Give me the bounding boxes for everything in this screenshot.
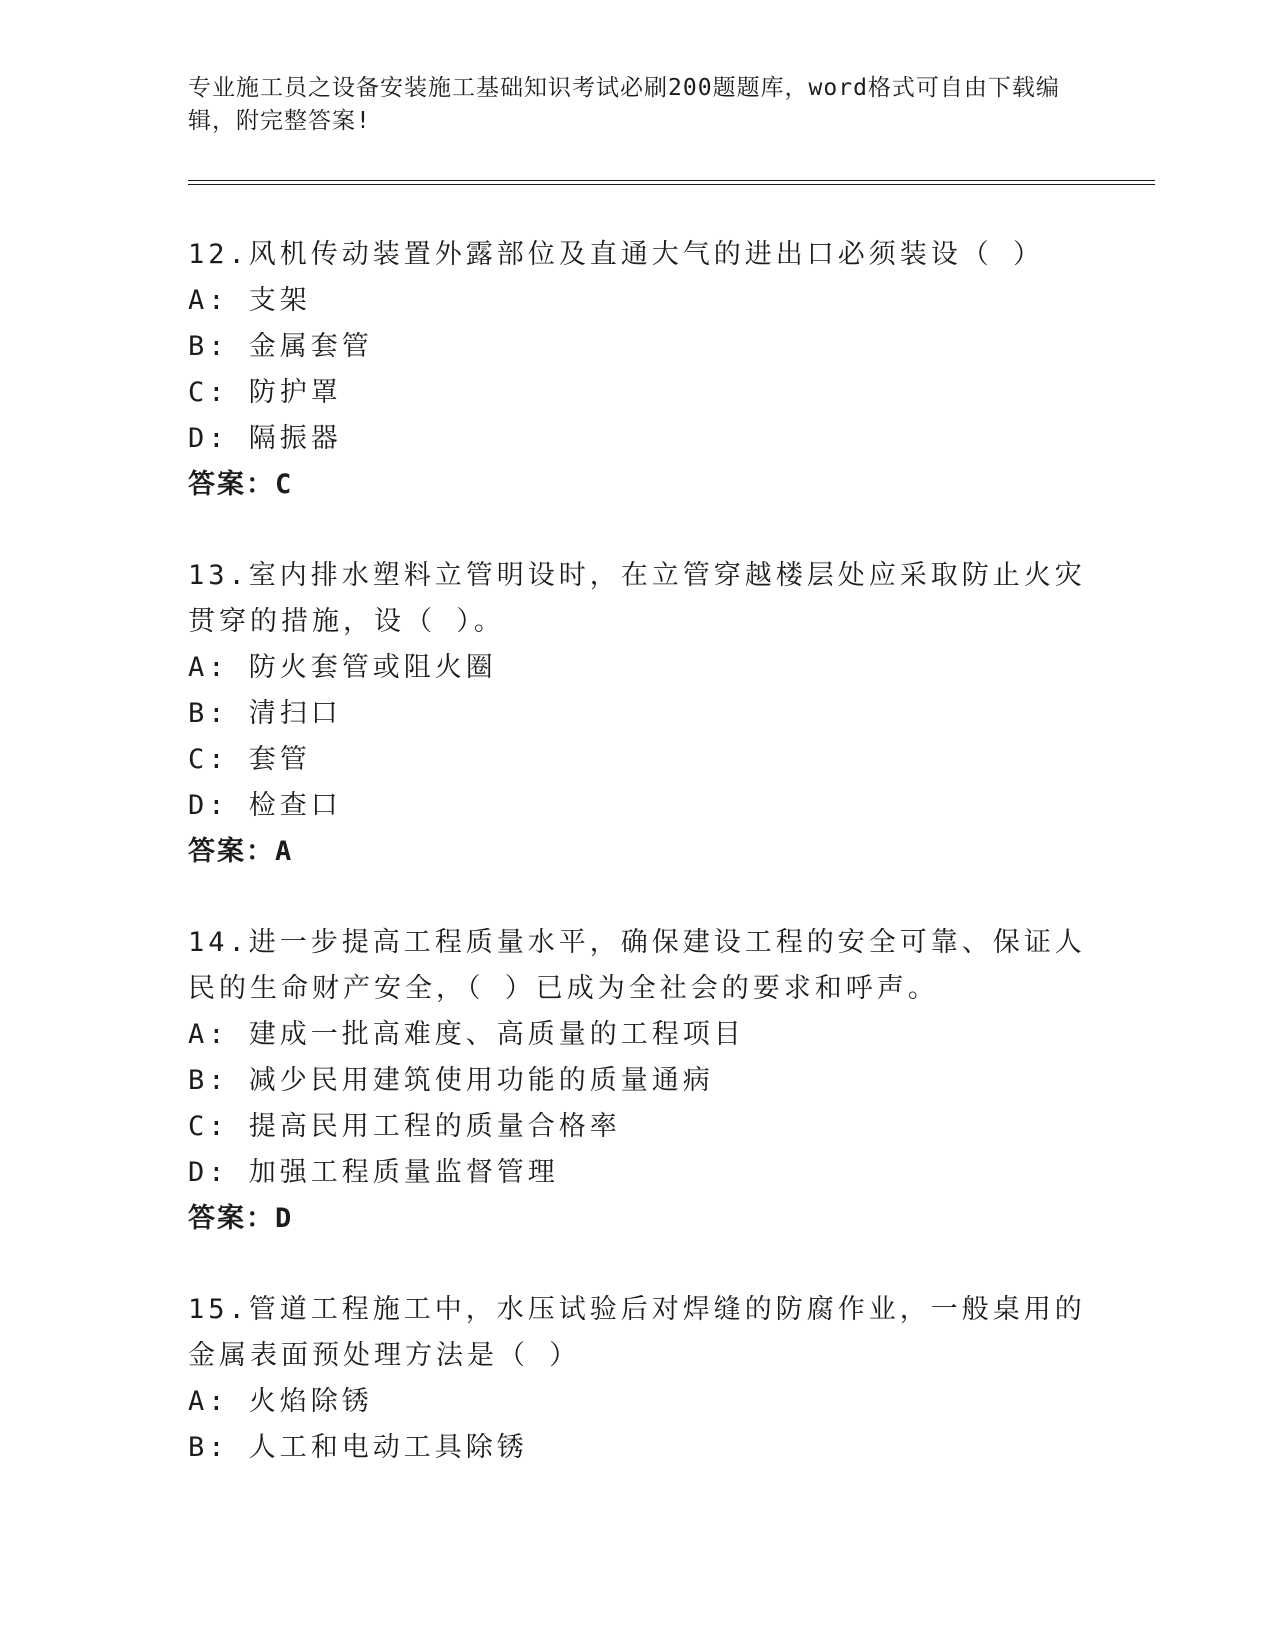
option-b: B: 人工和电动工具除锈 <box>188 1432 528 1463</box>
header-divider-bottom <box>188 184 1155 185</box>
question-list <box>188 232 1088 1516</box>
question-text: 12.风机传动装置外露部位及直通大气的进出口必须装设（ ） <box>188 239 1045 270</box>
document-header: 专业施工员之设备安装施工基础知识考试必刷200题题库，word格式可自由下载编辑，附完整答案! <box>188 75 1060 134</box>
question-text: 13.室内排水塑料立管明设时，在立管穿越楼层处应采取防止火灾贯穿的措施，设（ ）。 <box>188 560 1086 637</box>
option-a: A: 火焰除锈 <box>188 1386 373 1417</box>
question-14 <box>188 920 1088 1242</box>
option-d: D: 检查口 <box>188 790 342 821</box>
option-b: B: 清扫口 <box>188 698 342 729</box>
option-c: C: 提高民用工程的质量合格率 <box>188 1111 621 1142</box>
option-c: C: 套管 <box>188 744 311 775</box>
option-a: A: 建成一批高难度、高质量的工程项目 <box>188 1019 745 1050</box>
option-d: D: 加强工程质量监督管理 <box>188 1157 559 1188</box>
option-d: D: 隔振器 <box>188 423 342 454</box>
answer: 答案：A <box>188 836 294 867</box>
question-15 <box>188 1287 1088 1471</box>
option-a: A: 支架 <box>188 285 311 316</box>
option-b: B: 金属套管 <box>188 331 373 362</box>
option-b: B: 减少民用建筑使用功能的质量通病 <box>188 1065 714 1096</box>
option-a: A: 防火套管或阻火圈 <box>188 652 497 683</box>
answer: 答案：D <box>188 1203 294 1234</box>
question-text: 14.进一步提高工程质量水平，确保建设工程的安全可靠、保证人民的生命财产安全，（ ）已成为全社会的要求和呼声。 <box>188 927 1086 1004</box>
option-c: C: 防护罩 <box>188 377 342 408</box>
answer: 答案：C <box>188 469 294 500</box>
question-text: 15.管道工程施工中，水压试验后对焊缝的防腐作业，一般桌用的金属表面预处理方法是（ ） <box>188 1294 1086 1371</box>
question-13 <box>188 553 1088 875</box>
question-12 <box>188 232 1088 508</box>
header-divider-top <box>188 180 1155 181</box>
